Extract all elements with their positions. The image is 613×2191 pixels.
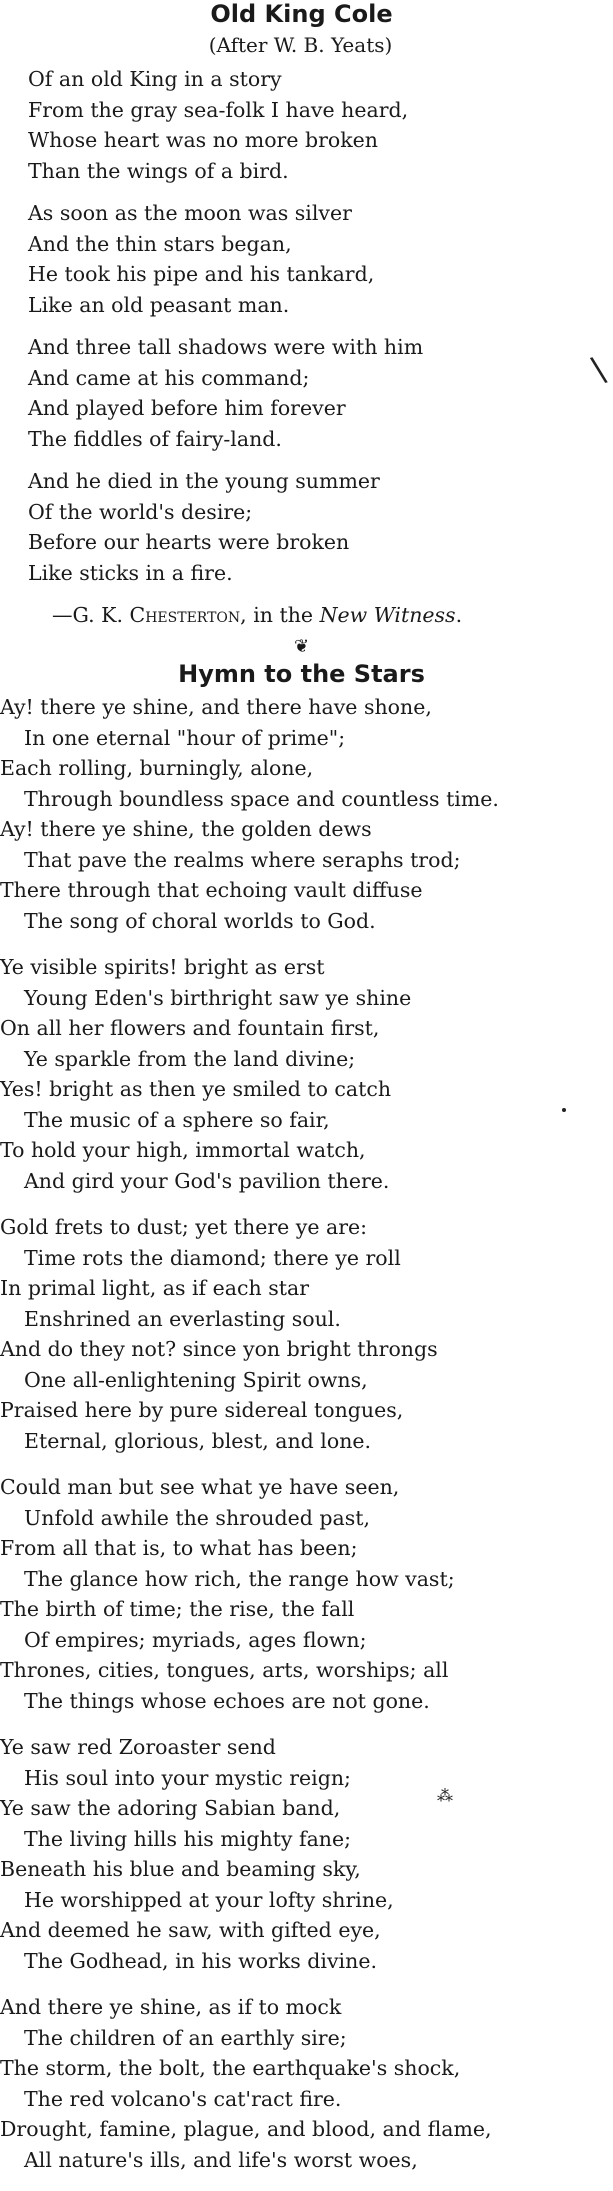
verse-line: His soul into your mystic reign; [24,1765,351,1790]
stanza [0,198,613,320]
verse-line: Ye sparkle from the land divine; [24,1046,356,1071]
poem-title: Old King Cole [210,0,393,28]
verse-line: The fiddles of fairy-land. [28,426,282,451]
verse-line: Thrones, cities, tongues, arts, worships; all [0,1658,449,1682]
verse-line: Ye visible spirits! bright as erst [0,955,325,979]
verse-line: That pave the realms where seraphs trod; [24,847,461,872]
margin-mark-icon: \ [588,349,610,391]
verse-line: Gold frets to dust; yet there ye are: [0,1215,368,1239]
verse-line: Like an old peasant man. [28,292,290,317]
stanza [0,1732,613,1976]
poem-attribution [0,600,613,630]
verse-line: Through boundless space and countless time. [24,786,499,811]
verse-line: Ye saw the adoring Sabian band, [0,1796,341,1820]
verse-line: The glance how rich, the range how vast; [24,1566,455,1591]
stanza [0,1212,613,1456]
verse-line: And he died in the young summer [28,469,380,493]
poem-hymn-to-the-stars [0,660,613,2175]
verse-line: The things whose echoes are not gone. [24,1688,430,1713]
verse-line: Whose heart was no more broken [28,128,379,152]
verse-line: In one eternal "hour of prime"; [24,725,346,750]
stanza [0,952,613,1196]
verse-line: Enshrined an everlasting soul. [24,1306,341,1331]
verse-line: Time rots the diamond; there ye roll [24,1245,401,1270]
verse-line: And gird your God's pavilion there. [24,1168,390,1193]
verse-line: The Godhead, in his works divine. [24,1948,377,1973]
verse-line: The storm, the bolt, the earthquake's shock, [0,2056,461,2080]
verse-line: Of the world's desire; [28,499,253,524]
poem-body [0,64,613,588]
attribution-author: Chesterton [129,603,241,627]
verse-line: And three tall shadows were with him [28,335,424,359]
verse-line: Of an old King in a story [28,67,282,91]
verse-line: And there ye shine, as if to mock [0,1995,342,2019]
attribution-prefix: —G. K. [52,603,130,627]
verse-line: And the thin stars began, [28,231,292,256]
verse-line: Praised here by pure sidereal tongues, [0,1398,404,1422]
verse-line: Eternal, glorious, blest, and lone. [24,1428,372,1453]
verse-line: He worshipped at your lofty shrine, [24,1887,394,1912]
verse-line: Ye saw red Zoroaster send [0,1735,276,1759]
stanza [0,64,613,186]
verse-line: One all-enlightening Spirit owns, [24,1367,368,1392]
verse-line: Unfold awhile the shrouded past, [24,1505,371,1530]
verse-line: Before our hearts were broken [28,530,350,554]
stanza [0,466,613,588]
verse-line: The music of a sphere so fair, [24,1107,330,1132]
ornament-divider-icon: ❦ [293,636,310,657]
verse-line: He took his pipe and his tankard, [28,262,375,286]
verse-line: Than the wings of a bird. [28,158,289,183]
stanza [0,692,613,936]
verse-line: Drought, famine, plague, and blood, and flame, [0,2117,492,2141]
verse-line: Each rolling, burningly, alone, [0,756,314,780]
stanza [0,332,613,454]
poem-body [0,692,613,2175]
verse-line: And played before him forever [28,396,346,420]
verse-line: Ay! there ye shine, and there have shone, [0,695,432,719]
verse-line: All nature's ills, and life's worst woes, [24,2147,418,2172]
ink-smudge-icon: ⁂ [437,1786,453,1805]
verse-line: From all that is, to what has been; [0,1536,358,1560]
verse-line: From the gray sea-folk I have heard, [28,97,409,122]
verse-line: Yes! bright as then ye smiled to catch [0,1077,392,1101]
verse-line: To hold your high, immortal watch, [0,1138,366,1162]
verse-line: Young Eden's birthright saw ye shine [24,985,412,1010]
attribution-source: New Witness [319,603,456,627]
verse-line: And do they not? since yon bright throngs [0,1337,438,1361]
poem-old-king-cole [0,0,613,630]
verse-line: On all her flowers and fountain first, [0,1016,380,1040]
verse-line: Of empires; myriads, ages flown; [24,1627,367,1652]
verse-line: The red volcano's cat'ract fire. [24,2086,342,2111]
verse-line: And came at his command; [28,365,310,390]
attribution-suffix: . [455,603,463,627]
verse-line: As soon as the moon was silver [28,201,352,225]
poem-title: Hymn to the Stars [178,660,425,688]
stanza [0,1472,613,1716]
verse-line: The children of an earthly sire; [24,2025,347,2050]
verse-line: Like sticks in a fire. [28,560,233,585]
stanza [0,1992,613,2175]
verse-line: There through that echoing vault diffuse [0,878,423,902]
verse-line: And deemed he saw, with gifted eye, [0,1918,381,1942]
verse-line: The birth of time; the rise, the fall [0,1597,355,1621]
attribution-middle: , in the [240,603,320,627]
poem-subtitle: (After W. B. Yeats) [208,33,393,57]
verse-line: Could man but see what ye have seen, [0,1475,400,1499]
ink-speck-icon [562,1108,566,1112]
verse-line: The living hills his mighty fane; [24,1826,352,1851]
verse-line: Beneath his blue and beaming sky, [0,1857,361,1881]
verse-line: The song of choral worlds to God. [24,908,376,933]
verse-line: Ay! there ye shine, the golden dews [0,817,372,841]
verse-line: In primal light, as if each star [0,1276,309,1300]
